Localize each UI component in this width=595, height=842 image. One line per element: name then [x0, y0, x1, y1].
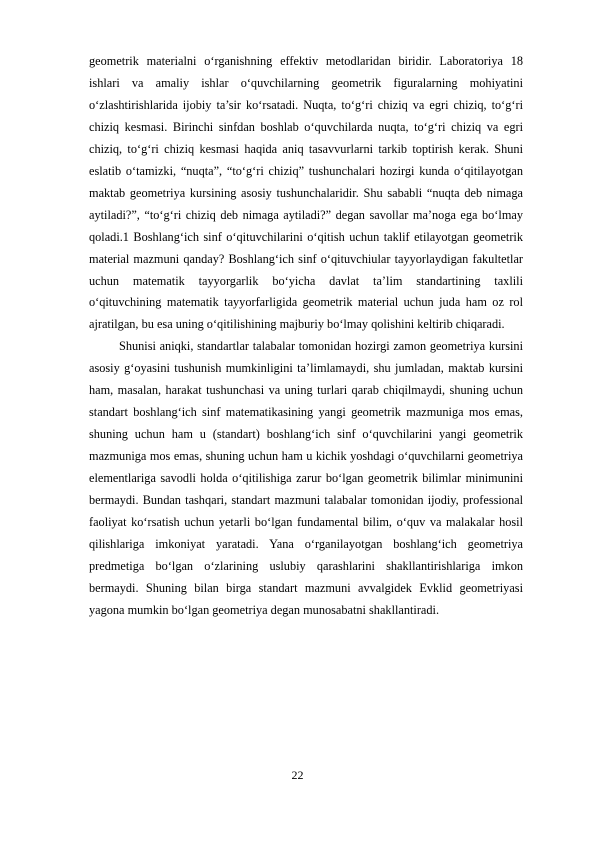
page-number: 22	[291, 768, 304, 782]
document-body	[89, 51, 523, 622]
paragraph-2: Shunisi aniqki, standartlar talabalar tomonidan hozirgi zamon geometriya kursini asosiy g‘oyasini tushunish mumkinligini ta’limlamaydi, shu jumladan, maktab kursini ham, masalan, harakat tushunchasi va uning turlari qarab chiqilmaydi, shuning uchun standart boshlang‘ich sinf matematikasining yangi geometrik mazmuniga mos emas, shuning uchun ham u (standart) boshlang‘ich sinf o‘quvchilarini yangi geometrik mazmuniga mos emas, shuning uchun ham u kichik yoshdagi o‘quvchilarni geometriya elementlariga savodli holda o‘qitilishiga zarur bo‘lgan geometrik bilimlar minimunini bermaydi. Bundan tashqari, standart mazmuni talabalar tomonidan ijodiy, professional faoliyat ko‘rsatish uchun yetarli bo‘lgan fundamental bilim, o‘quv va malakalar hosil qilishlariga imkoniyat yaratadi. Yana o‘rganilayotgan boshlang‘ich geometriya predmetiga bo‘lgan o‘zlarining uslubiy qarashlarini shakllantirishlariga imkon bermaydi. Shuning bilan birga standart mazmuni avvalgidek Evklid geometriyasi yagona mumkin bo‘lgan geometriya degan munosabatni shakllantiradi.	[89, 339, 523, 617]
paragraph-1: geometrik materialni o‘rganishning effektiv metodlaridan biridir. Laboratoriya 18 ishlari va amaliy ishlar o‘quvchilarning geometrik figuralarning mohiyatini o‘zlashtirishlarida ijobiy ta’sir ko‘rsatadi. Nuqta, to‘g‘ri chiziq va egri chiziq, to‘g‘ri chiziq kesmasi. Birinchi sinfdan boshlab o‘quvchilarda nuqta, to‘g‘ri chiziq va egri chiziq, to‘g‘ri chiziq kesmasi haqida aniq tasavvurlarni tarkib toptirish kerak. Shuni eslatib o‘tamizki, “nuqta”, “to‘g‘ri chiziq” tushunchalari hozirgi kunda o‘qitilayotgan maktab geometriya kursining asosiy tushunchalaridir. Shu sababli “nuqta deb nimaga aytiladi?”, “to‘g‘ri chiziq deb nimaga aytiladi?” degan savollar ma’noga ega bo‘lmay qoladi.1 Boshlang‘ich sinf o‘qituvchilarini o‘qitish uchun taklif etilayotgan geometrik material mazmuni qanday? Boshlang‘ich sinf o‘qituvchiular tayyorlaydigan fakultetlar uchun matematik tayyorgarlik bo‘yicha davlat ta’lim standartining taxlili o‘qituvchining matematik tayyorfarligida geometrik material uchun juda ham oz rol ajratilgan, bu esa uning o‘qitilishining majburiy bo‘lmay qolishini keltirib chiqaradi.	[89, 54, 523, 332]
